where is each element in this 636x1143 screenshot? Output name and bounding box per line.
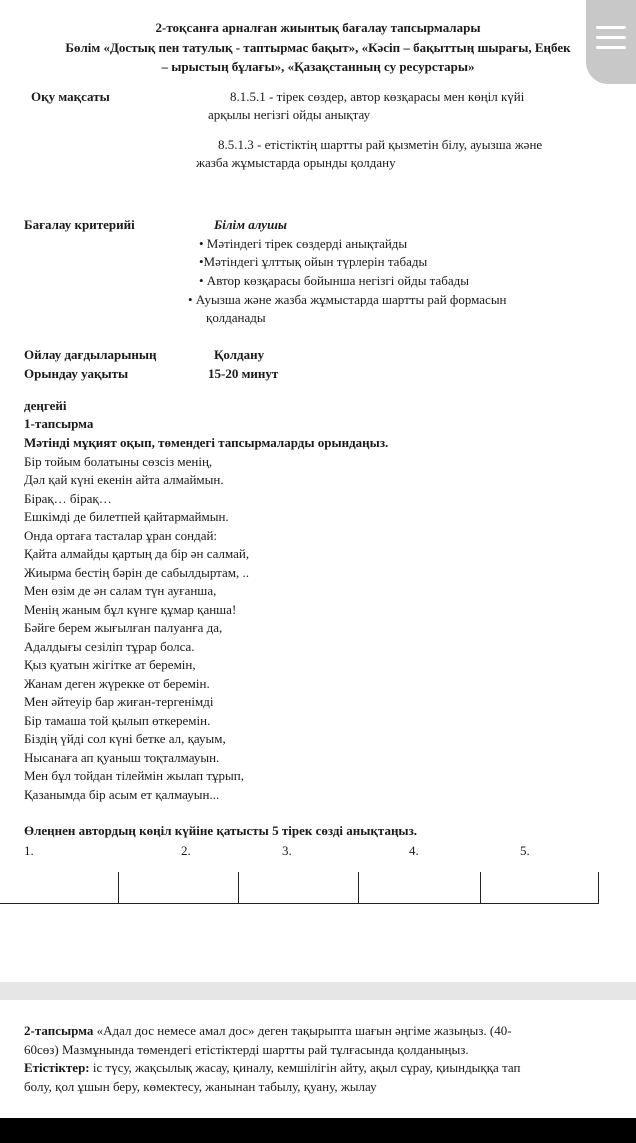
objectives-label: Оқу мақсаты xyxy=(31,89,110,104)
poem-line: Жанам деген жүрекке от беремін. xyxy=(24,676,210,691)
poem-line: Менің жаным бұл күнге құмар қанша! xyxy=(24,602,237,617)
task2-title: 2-тапсырма xyxy=(24,1023,94,1038)
hamburger-menu-icon-bar xyxy=(596,36,626,39)
poem-line: Қазанымда бір асым ет қалмауын... xyxy=(24,787,220,802)
answer-table-divider xyxy=(598,872,599,904)
task2-text-1: «Адал дос немесе амал дос» деген тақырыпта шағын әңгіме жазыңыз. (40- xyxy=(93,1023,512,1038)
skills-level-value: Қолдану xyxy=(214,347,265,362)
answer-number-5: 5. xyxy=(520,843,530,858)
answer-table-bottom-border xyxy=(0,903,599,904)
poem-line: Адалдығы сезіліп тұрар болса. xyxy=(24,639,195,654)
poem-line: Дәл қай күні екенін айта алмаймын. xyxy=(24,472,224,487)
poem-line: Біздің үйді сол күні бетке ал, қауым, xyxy=(24,731,226,746)
poem-line: Ешкімді де билетпей қайтармаймын. xyxy=(24,509,229,524)
task1-question: Өлеңнен автордың көңіл күйіне қатысты 5 тірек сөзді анықтаңыз. xyxy=(24,823,418,838)
header-title: 2-тоқсанға арналған жиынтық бағалау тапсырмалары xyxy=(155,20,481,35)
task2-line-2: 60сөз) Мазмұнында төмендегі етістіктерді шартты рай тұлғасында қолданыңыз. xyxy=(24,1042,469,1057)
poem-line: Нысанаға ап қуаныш тоқталмауын. xyxy=(24,750,220,765)
answer-table-divider xyxy=(480,872,481,904)
answer-table-divider xyxy=(238,872,239,904)
criteria-item-4: • Ауызша және жазба жұмыстарда шартты рай формасын xyxy=(188,292,507,307)
time-label: Орындау уақыты xyxy=(24,366,129,381)
objective-2-line-1: 8.5.1.3 - етістіктің шартты рай қызметін білу, ауызша және xyxy=(218,137,543,152)
skills-level-label-cont: деңгейі xyxy=(24,398,67,413)
hamburger-menu-icon xyxy=(596,26,626,29)
task1-title: 1-тапсырма xyxy=(24,416,94,431)
poem-line: Бір тамаша той қылып өткеремін. xyxy=(24,713,211,728)
answer-table-divider xyxy=(118,872,119,904)
skills-level-label: Ойлау дағдыларының xyxy=(24,347,157,362)
bottom-bar xyxy=(0,1118,636,1143)
criteria-item-4-cont: қолданады xyxy=(206,310,266,325)
answer-table-divider xyxy=(358,872,359,904)
criteria-item-1: • Мәтіндегі тірек сөздерді анықтайды xyxy=(199,236,408,251)
objective-2-line-2: жазба жұмыстарда орынды қолдану xyxy=(196,155,396,170)
criteria-item-2: •Мәтіндегі ұлттық ойын түрлерін табады xyxy=(199,254,428,269)
answer-number-4: 4. xyxy=(409,843,419,858)
answer-number-1: 1. xyxy=(24,843,34,858)
criteria-label: Бағалау критерийі xyxy=(24,217,135,232)
criteria-item-3: • Автор көзқарасы бойынша негізгі ойды табады xyxy=(199,273,470,288)
answer-number-3: 3. xyxy=(282,843,292,858)
poem-line: Онда ортаға тасталар ұран сондай: xyxy=(24,528,218,543)
poem-line: Қыз қуатын жігітке ат беремін, xyxy=(24,657,196,672)
verbs-list-1: іс түсу, жақсылық жасау, қиналу, кемшілігін айту, ақыл сұрау, қиындыққа тап xyxy=(89,1060,521,1075)
page-break xyxy=(0,982,636,1000)
poem-line: Мен әйтеуір бар жиған-тергенімді xyxy=(24,694,214,709)
objective-1-line-1: 8.1.5.1 - тірек сөздер, автор көзқарасы мен көңіл күйі xyxy=(230,89,525,104)
hamburger-menu-icon-bar xyxy=(596,46,626,49)
answer-number-2: 2. xyxy=(181,843,191,858)
poem-line: Мен бұл тойдан тілеймін жылап тұрып, xyxy=(24,768,244,783)
poem-line: Қайта алмайды қартың да бір ән салмай, xyxy=(24,546,250,561)
poem-line: Бірақ… бірақ… xyxy=(24,491,112,506)
task2-line-1 xyxy=(24,1023,512,1039)
header-section-line-2: – ырыстың бұлағы», «Қазақстанның су ресурстары» xyxy=(161,59,475,74)
task1-instruction: Мәтінді мұқият оқып, төмендегі тапсырмаларды орындаңыз. xyxy=(24,435,389,450)
objective-1-line-2: арқылы негізгі ойды анықтау xyxy=(208,107,371,122)
verbs-label: Етістіктер: xyxy=(24,1060,90,1075)
time-value: 15-20 минут xyxy=(208,366,279,381)
menu-button[interactable] xyxy=(586,0,636,84)
poem-line: Бәйге берем жығылған палуанға да, xyxy=(24,620,223,635)
poem-line: Бір тойым болатыны сөзсіз менің, xyxy=(24,454,213,469)
poem-line: Жиырма бестің бәрін де сабылдыртам, .. xyxy=(24,565,249,580)
criteria-heading: Білім алушы xyxy=(214,217,287,232)
task2-verbs-line-2: болу, қол ұшын беру, көмектесу, жанынан табылу, қуану, жылау xyxy=(24,1079,377,1094)
header-section-line-1: Бөлім «Достық пен татулық - таптырмас бақыт», «Кәсіп – бақыттың шырағы, Еңбек xyxy=(65,40,571,55)
task2-verbs-line-1 xyxy=(24,1060,520,1076)
poem-line: Мен өзім де ән салам түн ауғанша, xyxy=(24,583,217,598)
